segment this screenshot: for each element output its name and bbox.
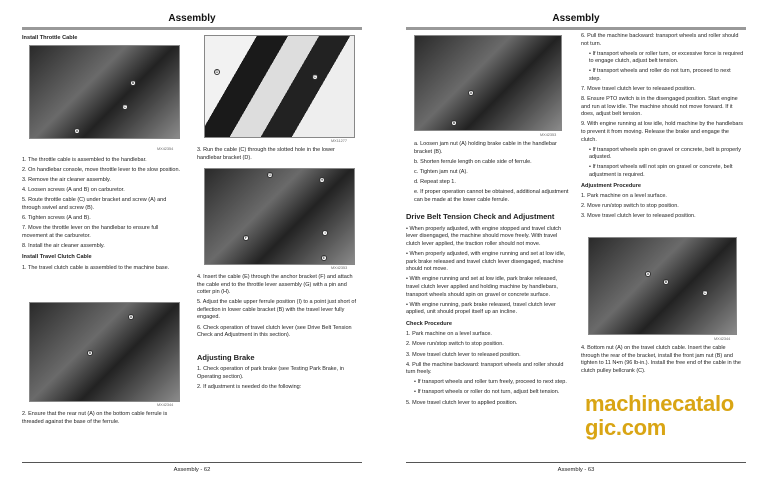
step: 9. With engine running at low idle, hold machine by the handlebars to prevent it from moving. Release the brake and engage the clutch. — [581, 121, 744, 143]
figure-caption: MX42344 — [714, 337, 731, 341]
step: 7. Move travel clutch lever to released position. — [581, 86, 696, 93]
callout-a: A — [75, 128, 79, 133]
step: 6. Check operation of travel clutch lever (see Drive Belt Tension Check and Adjustment in this section). — [197, 324, 352, 339]
page-header-left: Assembly — [168, 13, 216, 24]
figure-brake-cable — [414, 35, 562, 131]
section-title-throttle: Install Throttle Cable — [22, 35, 78, 41]
step: 5. Move travel clutch lever to applied position. — [406, 399, 518, 406]
left-col-1 — [22, 35, 185, 46]
step: 4. Loosen screws (A and B) on carburetor. — [22, 187, 125, 194]
header-rule-left — [22, 27, 362, 30]
watermark: machinecatalogic.com — [585, 391, 734, 440]
step: 5. Adjust the cable upper ferrule position (I) to a point just short of deflection in lower cable bracket (B) with the travel lever fully engaged. — [197, 299, 356, 321]
step: 1. Check operation of park brake (see Testing Park Brake, in Operating section). — [197, 366, 344, 380]
bullet: • When properly adjusted, with engine running and set at low idle, park brake released and travel clutch lever disengaged, machine should not move. — [406, 251, 566, 273]
step: 8. Install the air cleaner assembly. — [22, 242, 105, 249]
figure-travel-clutch — [29, 302, 180, 402]
step: 2. On handlebar console, move throttle lever to the slow position. — [22, 167, 181, 174]
section-title-drive-belt: Drive Belt Tension Check and Adjustment — [406, 212, 555, 222]
step: 8. Ensure PTO switch is in the disengaged position. Start engine and run at low idle. The machine should not move forward. If it does, adjust belt tension. — [581, 96, 738, 118]
step: 3. Run the cable (C) through the slotted hole in the lower handlebar bracket (D). — [197, 147, 335, 161]
page-number-left: Assembly - 62 — [173, 467, 211, 473]
figure-caption: MX42353 — [540, 133, 557, 137]
left-col-2-bottom — [197, 274, 360, 394]
step: 3. Move travel clutch lever to released position. — [581, 213, 696, 220]
callout-c: C — [313, 74, 317, 79]
callout-a: A — [646, 271, 650, 276]
callout-a: A — [129, 314, 133, 319]
figure-caption: MX11277 — [331, 139, 347, 143]
page-header-right: Assembly — [552, 13, 600, 24]
callout-d: D — [215, 69, 219, 74]
step: 4. Insert the cable (E) through the anchor bracket (F) and attach the cable end to the throttle lever assembly (G) with a pin and cotter pin (H). — [197, 274, 353, 296]
substep: e. If proper operation cannot be obtained, additional adjustment can be made at the lower cable ferrule. — [414, 188, 569, 203]
bullet: • If transport wheels or roller turn, or excessive force is required to engage clutch, adjust belt tension. — [589, 50, 744, 65]
substep: c. Tighten jam nut (A). — [414, 168, 468, 175]
callout-i: I — [322, 230, 328, 236]
footer-rule-left — [22, 462, 362, 463]
callout-g: G — [268, 172, 272, 177]
figure-caption: MX42353 — [331, 266, 348, 270]
step: 1. The throttle cable is assembled to the handlebar. — [22, 157, 147, 163]
page-number-right: Assembly - 63 — [557, 467, 595, 473]
footer-rule-right — [406, 462, 746, 463]
step: 2. If adjustment is needed do the following: — [197, 384, 302, 391]
bullet: • If transport wheels or roller do not turn, adjust belt tension. — [414, 389, 560, 396]
bullet: • If transport wheels will not spin on gravel or concrete, belt adjustment is required. — [589, 164, 733, 178]
step: 6. Tighten screws (A and B). — [22, 215, 91, 222]
travel-step-2 — [22, 411, 185, 429]
step: 4. Bottom nut (A) on the travel clutch cable. Insert the cable through the rear of the bracket, install the front jam nut (B) and tighten to 11 N•m (96 lb-in.). Install the free end of the cable in the clutch pulley bellcrank (C). — [581, 345, 741, 374]
figure-handlebar-bracket — [204, 35, 355, 138]
substep: d. Repeat step 1. — [414, 178, 456, 185]
step: 1. The travel clutch cable is assembled to the machine base. — [22, 265, 170, 272]
section-title-adjustment-procedure: Adjustment Procedure — [581, 182, 641, 189]
right-col-2 — [581, 33, 744, 223]
bullet: • If transport wheels and roller do not turn, proceed to next step. — [589, 68, 731, 82]
step: 2. Move run/stop switch to stop position. — [406, 341, 504, 348]
step: 5. Route throttle cable (C) under bracket and screw (A) and through swivel and screw (B). — [22, 197, 167, 211]
figure-caption: MX42344 — [157, 403, 174, 407]
header-rule-right — [406, 27, 746, 30]
right-col-2-bottom — [581, 345, 744, 378]
step: 4. Pull the machine backward: transport wheels and roller should turn freely. — [406, 361, 564, 376]
bullet: • With engine running and set at low idle, park brake released, travel clutch lever applied and holding machine by handlebars, transport wheels should spin on gravel or concrete surface. — [406, 276, 558, 298]
step: 1. Park machine on a level surface. — [406, 331, 492, 338]
callout-a: A — [469, 90, 473, 95]
section-title-adjusting-brake: Adjusting Brake — [197, 352, 255, 362]
callout-e: E — [322, 255, 326, 260]
substep: a. Loosen jam nut (A) holding brake cable in the handlebar bracket (B). — [414, 141, 557, 155]
step: 3. Remove the air cleaner assembly. — [22, 177, 111, 184]
step: 2. Ensure that the rear nut (A) on the bottom cable ferrule is threaded against the base of the ferrule. — [22, 411, 168, 425]
bullet: • If transport wheels spin on gravel or concrete, belt is properly adjusted. — [589, 146, 742, 161]
step: 7. Move the throttle lever on the handlebar to ensure full movement at the carburetor. — [22, 225, 159, 239]
figure-clutch-bellcrank — [588, 237, 737, 335]
callout-b: B — [664, 279, 668, 284]
callout-h: H — [320, 177, 324, 182]
figure-throttle-carburetor — [29, 45, 180, 139]
callout-b: B — [131, 80, 135, 85]
callout-c: C — [703, 290, 707, 295]
step: 3. Move travel clutch lever to released position. — [406, 351, 521, 358]
bullet: • With engine running, park brake released, travel clutch lever applied, unit should propel itself up an incline. — [406, 301, 556, 316]
callout-c: C — [123, 104, 127, 109]
right-col-1 — [406, 141, 569, 410]
callout-f: F — [244, 235, 248, 240]
bullet: • If transport wheels and roller turn freely, proceed to next step. — [414, 379, 567, 386]
callout-b: B — [88, 350, 92, 355]
step: 2. Move run/stop switch to stop position. — [581, 203, 679, 210]
throttle-steps — [22, 157, 185, 275]
step: 6. Pull the machine backward: transport wheels and roller should not turn. — [581, 33, 739, 47]
section-title-check-procedure: Check Procedure — [406, 320, 453, 327]
substep: b. Shorten ferrule length on cable side of ferrule. — [414, 158, 532, 165]
figure-throttle-lever — [204, 168, 355, 265]
figure-caption: MX42354 — [157, 147, 174, 151]
section-title-travel-clutch: Install Travel Clutch Cable — [22, 254, 92, 261]
step: 1. Park machine on a level surface. — [581, 193, 667, 200]
callout-b: B — [452, 120, 456, 125]
bullet: • When properly adjusted, with engine stopped and travel clutch lever disengaged, the machine should move freely. With travel clutch lever applied, the traction roller should not move. — [406, 225, 562, 247]
left-col-2-top — [197, 147, 360, 165]
